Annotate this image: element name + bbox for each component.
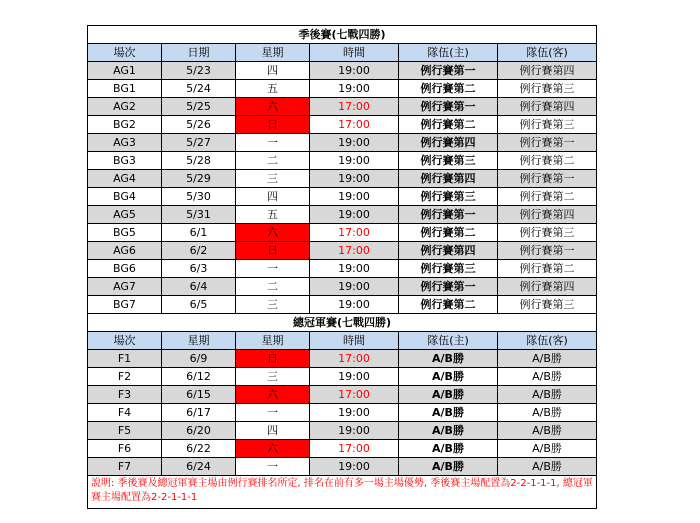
away-team-cell: A/B勝 <box>498 422 597 440</box>
playoffs-game-row <box>88 152 597 170</box>
weekday-cell: 一 <box>236 404 310 422</box>
finals-title: 總冠軍賽(七戰四勝) <box>88 314 597 332</box>
away-team-cell: A/B勝 <box>498 386 597 404</box>
game-cell: AG4 <box>88 170 162 188</box>
home-team-cell: 例行賽第二 <box>399 116 498 134</box>
weekday-cell: 五 <box>236 206 310 224</box>
time-cell: 17:00 <box>310 242 399 260</box>
weekday-cell: 三 <box>236 368 310 386</box>
away-team-cell: 例行賽第四 <box>498 206 597 224</box>
time-cell: 19:00 <box>310 368 399 386</box>
home-team-cell: 例行賽第二 <box>399 80 498 98</box>
time-cell: 19:00 <box>310 206 399 224</box>
time-cell: 19:00 <box>310 458 399 476</box>
time-cell: 19:00 <box>310 296 399 314</box>
date-cell: 6/5 <box>162 296 236 314</box>
game-cell: BG7 <box>88 296 162 314</box>
date-cell: 6/15 <box>162 386 236 404</box>
header-home: 隊伍(主) <box>399 332 498 350</box>
time-cell: 19:00 <box>310 152 399 170</box>
weekday-cell: 四 <box>236 422 310 440</box>
home-team-cell: 例行賽第一 <box>399 62 498 80</box>
playoffs-game-row <box>88 260 597 278</box>
home-team-cell: 例行賽第三 <box>399 152 498 170</box>
finals-header-row <box>88 332 597 350</box>
away-team-cell: 例行賽第二 <box>498 152 597 170</box>
game-cell: AG7 <box>88 278 162 296</box>
date-cell: 5/28 <box>162 152 236 170</box>
playoffs-header-row <box>88 44 597 62</box>
header-game: 場次 <box>88 332 162 350</box>
playoffs-game-row <box>88 134 597 152</box>
date-cell: 6/24 <box>162 458 236 476</box>
weekday-cell: 二 <box>236 152 310 170</box>
home-team-cell: A/B勝 <box>399 350 498 368</box>
weekday-cell: 五 <box>236 80 310 98</box>
time-cell: 17:00 <box>310 386 399 404</box>
away-team-cell: 例行賽第一 <box>498 170 597 188</box>
weekday-cell: 六 <box>236 386 310 404</box>
date-cell: 5/23 <box>162 62 236 80</box>
weekday-cell: 日 <box>236 350 310 368</box>
weekday-cell: 六 <box>236 440 310 458</box>
date-cell: 6/12 <box>162 368 236 386</box>
playoffs-game-row <box>88 242 597 260</box>
date-cell: 5/26 <box>162 116 236 134</box>
weekday-cell: 日 <box>236 242 310 260</box>
game-cell: BG1 <box>88 80 162 98</box>
game-cell: AG1 <box>88 62 162 80</box>
game-cell: F4 <box>88 404 162 422</box>
home-team-cell: A/B勝 <box>399 386 498 404</box>
time-cell: 17:00 <box>310 350 399 368</box>
weekday-cell: 日 <box>236 116 310 134</box>
home-team-cell: 例行賽第四 <box>399 242 498 260</box>
finals-game-row <box>88 368 597 386</box>
header-time: 時間 <box>310 44 399 62</box>
game-cell: F1 <box>88 350 162 368</box>
playoffs-game-row <box>88 116 597 134</box>
finals-title-row <box>88 314 597 332</box>
date-cell: 5/31 <box>162 206 236 224</box>
away-team-cell: A/B勝 <box>498 404 597 422</box>
home-team-cell: 例行賽第一 <box>399 278 498 296</box>
home-team-cell: 例行賽第一 <box>399 206 498 224</box>
date-cell: 6/17 <box>162 404 236 422</box>
away-team-cell: 例行賽第四 <box>498 62 597 80</box>
schedule-table <box>87 25 597 509</box>
weekday-cell: 二 <box>236 278 310 296</box>
away-team-cell: 例行賽第二 <box>498 188 597 206</box>
home-team-cell: 例行賽第四 <box>399 134 498 152</box>
game-cell: F6 <box>88 440 162 458</box>
home-team-cell: 例行賽第三 <box>399 188 498 206</box>
finals-game-row <box>88 440 597 458</box>
playoffs-game-row <box>88 80 597 98</box>
finals-game-row <box>88 422 597 440</box>
schedule-note: 說明: 季後賽及總冠軍賽主場由例行賽排名所定, 排名在前有多一場主場優勢, 季後賽主場配置為2-2-1-1-1, 總冠軍賽主場配置為2-2-1-1-1 <box>88 476 597 509</box>
away-team-cell: 例行賽第三 <box>498 80 597 98</box>
date-cell: 6/22 <box>162 440 236 458</box>
date-cell: 5/30 <box>162 188 236 206</box>
weekday-cell: 六 <box>236 98 310 116</box>
away-team-cell: 例行賽第三 <box>498 116 597 134</box>
game-cell: AG2 <box>88 98 162 116</box>
game-cell: F7 <box>88 458 162 476</box>
header-weekday: 星期 <box>236 44 310 62</box>
date-cell: 5/24 <box>162 80 236 98</box>
playoffs-game-row <box>88 98 597 116</box>
game-cell: BG4 <box>88 188 162 206</box>
home-team-cell: 例行賽第三 <box>399 260 498 278</box>
playoffs-title-row <box>88 26 597 44</box>
weekday-cell: 六 <box>236 224 310 242</box>
time-cell: 19:00 <box>310 422 399 440</box>
time-cell: 17:00 <box>310 440 399 458</box>
finals-game-row <box>88 458 597 476</box>
finals-game-row <box>88 404 597 422</box>
date-cell: 6/1 <box>162 224 236 242</box>
weekday-cell: 四 <box>236 62 310 80</box>
away-team-cell: A/B勝 <box>498 440 597 458</box>
weekday-cell: 一 <box>236 458 310 476</box>
home-team-cell: A/B勝 <box>399 458 498 476</box>
header-home: 隊伍(主) <box>399 44 498 62</box>
time-cell: 19:00 <box>310 62 399 80</box>
date-cell: 6/4 <box>162 278 236 296</box>
weekday-cell: 一 <box>236 134 310 152</box>
playoffs-game-row <box>88 170 597 188</box>
game-cell: BG5 <box>88 224 162 242</box>
home-team-cell: A/B勝 <box>399 368 498 386</box>
time-cell: 19:00 <box>310 80 399 98</box>
playoffs-game-row <box>88 224 597 242</box>
playoffs-title: 季後賽(七戰四勝) <box>88 26 597 44</box>
date-cell: 6/3 <box>162 260 236 278</box>
header-date: 日期 <box>162 44 236 62</box>
playoffs-game-row <box>88 62 597 80</box>
playoffs-game-row <box>88 296 597 314</box>
game-cell: BG2 <box>88 116 162 134</box>
date-cell: 5/25 <box>162 98 236 116</box>
finals-game-row <box>88 350 597 368</box>
away-team-cell: A/B勝 <box>498 350 597 368</box>
header-weekday: 星期 <box>236 332 310 350</box>
finals-game-row <box>88 386 597 404</box>
home-team-cell: 例行賽第二 <box>399 224 498 242</box>
time-cell: 19:00 <box>310 260 399 278</box>
away-team-cell: 例行賽第一 <box>498 242 597 260</box>
time-cell: 19:00 <box>310 188 399 206</box>
time-cell: 19:00 <box>310 170 399 188</box>
game-cell: F2 <box>88 368 162 386</box>
home-team-cell: A/B勝 <box>399 440 498 458</box>
date-cell: 5/27 <box>162 134 236 152</box>
home-team-cell: A/B勝 <box>399 422 498 440</box>
away-team-cell: 例行賽第三 <box>498 296 597 314</box>
header-away: 隊伍(客) <box>498 332 597 350</box>
date-cell: 6/20 <box>162 422 236 440</box>
weekday-cell: 一 <box>236 260 310 278</box>
game-cell: AG6 <box>88 242 162 260</box>
game-cell: AG5 <box>88 206 162 224</box>
time-cell: 19:00 <box>310 278 399 296</box>
game-cell: BG3 <box>88 152 162 170</box>
game-cell: F5 <box>88 422 162 440</box>
away-team-cell: 例行賽第一 <box>498 134 597 152</box>
schedule-sheet <box>87 25 596 509</box>
time-cell: 17:00 <box>310 116 399 134</box>
playoffs-game-row <box>88 188 597 206</box>
away-team-cell: 例行賽第三 <box>498 224 597 242</box>
home-team-cell: 例行賽第二 <box>399 296 498 314</box>
home-team-cell: 例行賽第四 <box>399 170 498 188</box>
time-cell: 17:00 <box>310 224 399 242</box>
time-cell: 17:00 <box>310 98 399 116</box>
game-cell: BG6 <box>88 260 162 278</box>
header-time: 時間 <box>310 332 399 350</box>
header-away: 隊伍(客) <box>498 44 597 62</box>
schedule-table-body <box>88 26 597 509</box>
away-team-cell: 例行賽第四 <box>498 98 597 116</box>
home-team-cell: 例行賽第一 <box>399 98 498 116</box>
time-cell: 19:00 <box>310 404 399 422</box>
game-cell: F3 <box>88 386 162 404</box>
header-game: 場次 <box>88 44 162 62</box>
away-team-cell: A/B勝 <box>498 368 597 386</box>
time-cell: 19:00 <box>310 134 399 152</box>
date-cell: 6/2 <box>162 242 236 260</box>
playoffs-game-row <box>88 278 597 296</box>
game-cell: AG3 <box>88 134 162 152</box>
date-cell: 5/29 <box>162 170 236 188</box>
header-date: 星期 <box>162 332 236 350</box>
weekday-cell: 三 <box>236 296 310 314</box>
home-team-cell: A/B勝 <box>399 404 498 422</box>
weekday-cell: 四 <box>236 188 310 206</box>
note-row <box>88 476 597 509</box>
away-team-cell: A/B勝 <box>498 458 597 476</box>
playoffs-game-row <box>88 206 597 224</box>
away-team-cell: 例行賽第二 <box>498 260 597 278</box>
date-cell: 6/9 <box>162 350 236 368</box>
weekday-cell: 三 <box>236 170 310 188</box>
away-team-cell: 例行賽第四 <box>498 278 597 296</box>
